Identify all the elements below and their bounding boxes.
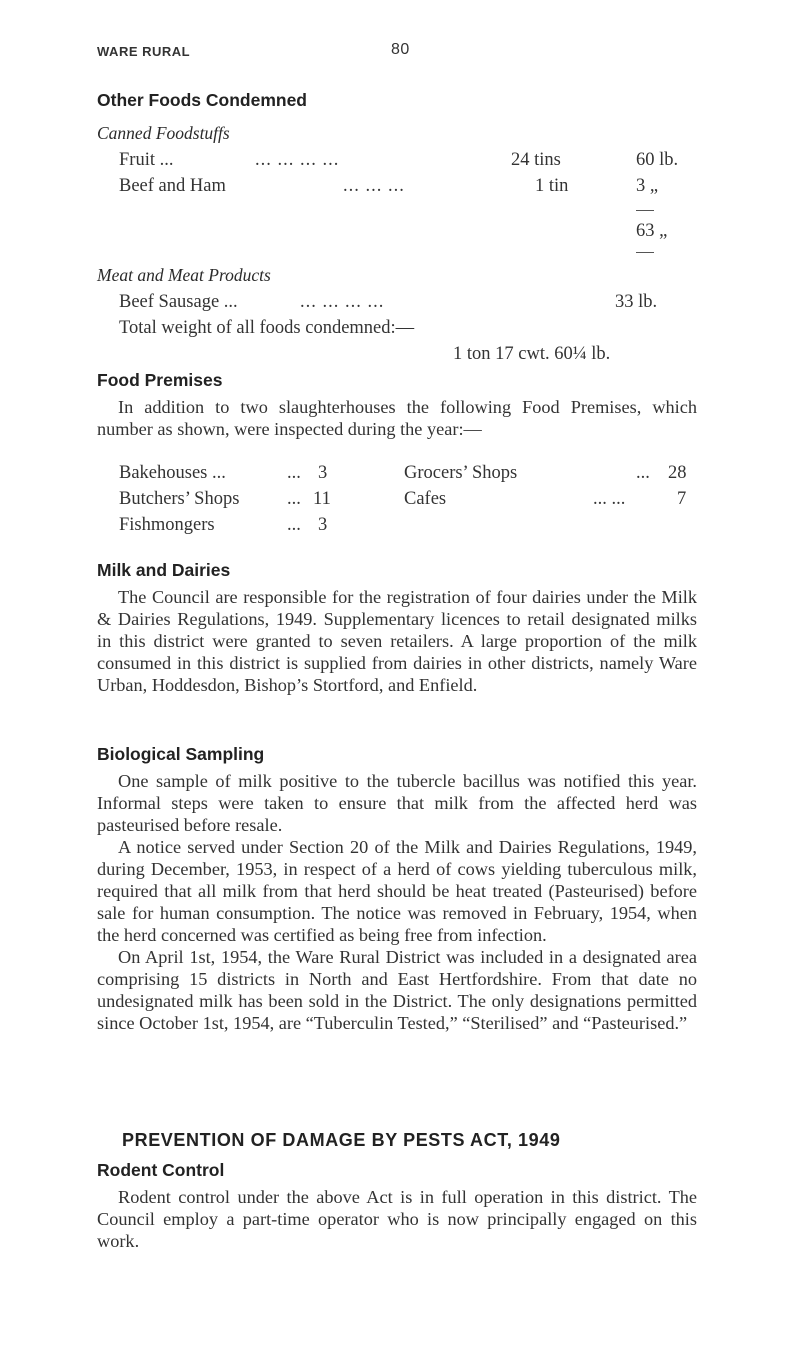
paragraph: In addition to two slaughterhouses the following Food Premises, which number as shown, were inspected during the year:— [97,397,697,439]
premises-count: 3 [318,515,328,535]
paragraph: On April 1st, 1954, the Ware Rural District was included in a designated area comprising 15 districts in North and East Hertfordshire. From that date no undesignated milk has been sold in the District. The only designations permitted since October 1st, 1954, are “Tuberculin Tested,” “Sterilised” and “Pasteurised.” [97,947,697,1033]
canned-total: 63 „ [636,221,668,241]
milk-section [97,586,697,696]
biological-heading: Biological Sampling [97,744,265,764]
leader-dots: ... ... ... [343,176,405,196]
premises-count: 3 [318,463,328,483]
pests-title: PREVENTION OF DAMAGE BY PESTS ACT, 1949 [122,1130,561,1150]
canned-item-name: Beef and Ham [119,176,226,196]
premises-count: 7 [677,489,687,509]
premises-name: Fishmongers [119,515,215,535]
total-label: Total weight of all foods condemned:— [119,318,415,338]
premises-name: Butchers’ Shops [119,489,240,509]
rodent-section [97,1186,697,1252]
leader-dots: ... [287,489,301,509]
meat-heading: Meat and Meat Products [97,265,271,285]
total-value: 1 ton 17 cwt. 60¼ lb. [453,344,611,364]
milk-heading: Milk and Dairies [97,560,231,580]
page-number: 80 [391,41,410,58]
leader-dots: ... [287,515,301,535]
meat-item-weight: 33 lb. [615,292,658,312]
sum-rule [636,252,654,253]
paragraph: Rodent control under the above Act is in full operation in this district. The Council employ a part-time operator who is now principally engaged on this work. [97,1187,697,1251]
leader-dots: ... [636,463,650,483]
leader-dots: ... ... [593,489,626,509]
canned-item-qty: 24 tins [511,150,561,170]
canned-heading: Canned Foodstuffs [97,123,230,143]
condemned-heading: Other Foods Condemned [97,90,307,110]
canned-item-weight: 3 „ [636,176,659,196]
premises-count: 11 [313,489,331,509]
sum-rule [636,210,654,211]
canned-item-qty: 1 tin [535,176,569,196]
meat-item-name: Beef Sausage ... [119,292,238,312]
leader-dots: ... [287,463,301,483]
leader-dots: ... ... ... ... [255,150,340,170]
leader-dots: ... ... ... ... [300,292,385,312]
premises-count: 28 [668,463,687,483]
premises-name: Grocers’ Shops [404,463,518,483]
paragraph: The Council are responsible for the registration of four dairies under the Milk & Dairies Regulations, 1949. Supplementary licences to retail designated milks in this district were granted to seven retailers. A large proportion of the milk consumed in this district is supplied from dairies in other districts, namely Ware Urban, Hoddesdon, Bishop’s Stortford, and Enfield. [97,587,697,695]
paragraph: A notice served under Section 20 of the Milk and Dairies Regulations, 1949, during December, 1953, in respect of a herd of cows yielding tuberculous milk, required that all milk from that herd should be heat treated (Pasteurised) before sale for human consumption. The notice was removed in February, 1954, when the herd concerned was certified as being free from infection. [97,837,697,945]
biological-section [97,770,697,1034]
rodent-heading: Rodent Control [97,1160,225,1180]
running-title: WARE RURAL [97,44,191,59]
canned-item-weight: 60 lb. [636,150,679,170]
food-premises-intro [97,396,697,440]
premises-name: Bakehouses ... [119,463,226,483]
canned-item-name: Fruit ... [119,150,174,170]
food-premises-heading: Food Premises [97,370,223,390]
premises-name: Cafes [404,489,447,509]
paragraph: One sample of milk positive to the tubercle bacillus was notified this year. Informal steps were taken to ensure that milk from the affected herd was pasteurised before resale. [97,771,697,835]
